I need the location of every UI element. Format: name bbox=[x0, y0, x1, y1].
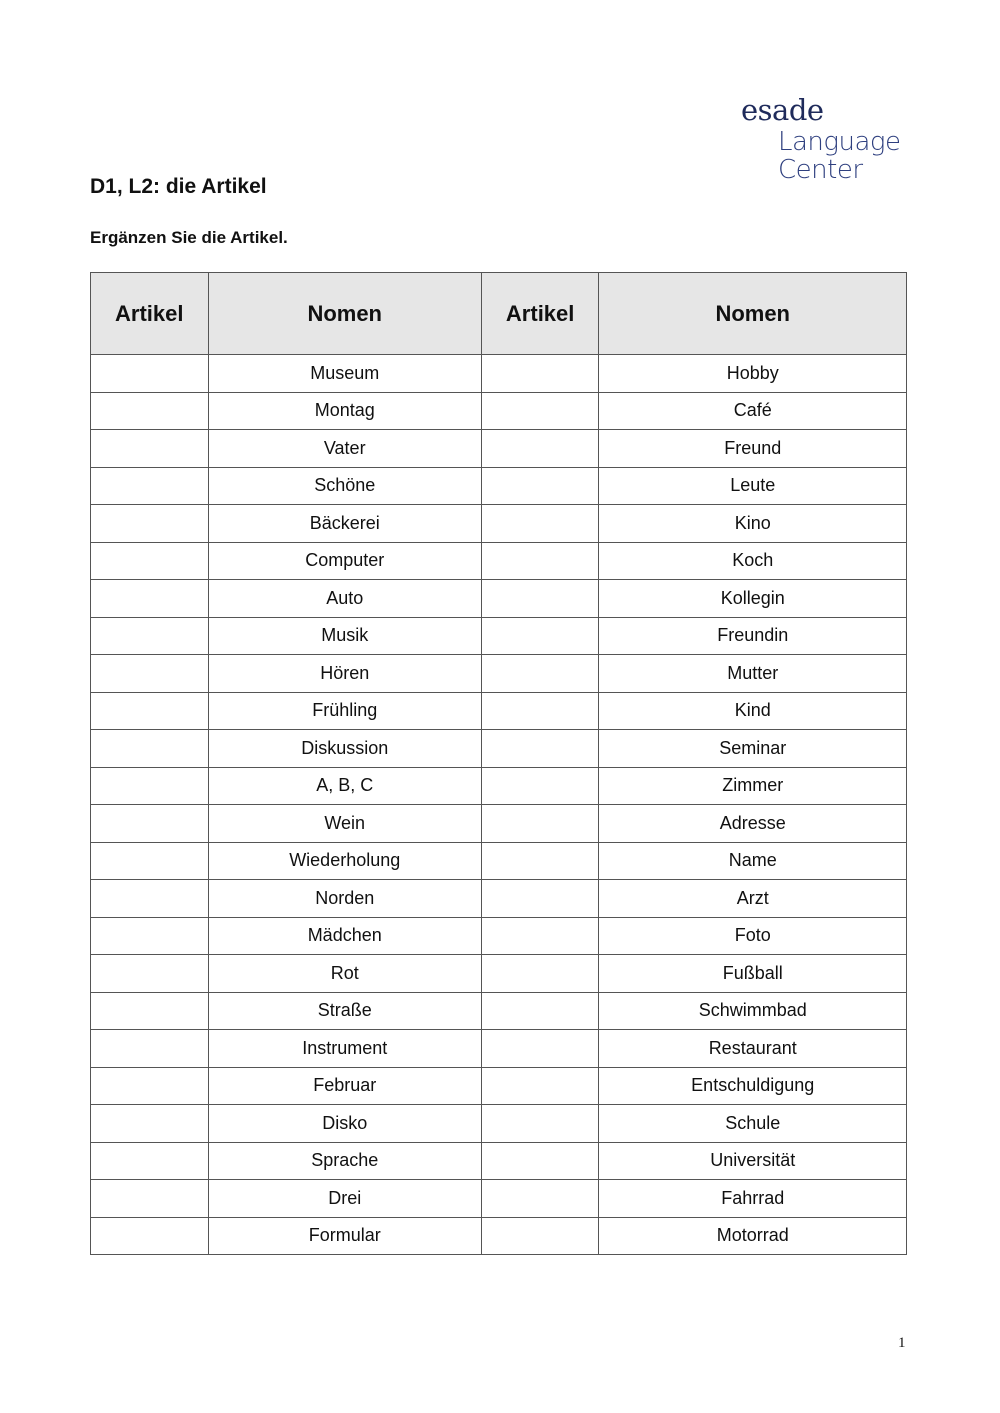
noun-left: Diskussion bbox=[208, 730, 481, 768]
table-row bbox=[91, 955, 907, 993]
noun-right: Freund bbox=[599, 430, 907, 468]
table-row bbox=[91, 692, 907, 730]
table-row bbox=[91, 392, 907, 430]
noun-right: Motorrad bbox=[599, 1217, 907, 1255]
artikel-blank-left[interactable] bbox=[91, 992, 209, 1030]
noun-left: Computer bbox=[208, 542, 481, 580]
artikel-blank-left[interactable] bbox=[91, 392, 209, 430]
table-row bbox=[91, 430, 907, 468]
noun-right: Kollegin bbox=[599, 580, 907, 618]
header-row bbox=[91, 273, 907, 355]
table-row bbox=[91, 1142, 907, 1180]
noun-right: Leute bbox=[599, 467, 907, 505]
table-row bbox=[91, 917, 907, 955]
artikel-blank-right[interactable] bbox=[481, 1142, 599, 1180]
noun-right: Name bbox=[599, 842, 907, 880]
esade-logo bbox=[741, 93, 921, 193]
article-exercise-table bbox=[90, 272, 907, 1255]
artikel-blank-left[interactable] bbox=[91, 955, 209, 993]
header-artikel-2: Artikel bbox=[481, 273, 599, 355]
noun-left: Hören bbox=[208, 655, 481, 693]
artikel-blank-left[interactable] bbox=[91, 430, 209, 468]
artikel-blank-left[interactable] bbox=[91, 505, 209, 543]
table-row bbox=[91, 1030, 907, 1068]
header-artikel-1: Artikel bbox=[91, 273, 209, 355]
artikel-blank-left[interactable] bbox=[91, 1030, 209, 1068]
artikel-blank-left[interactable] bbox=[91, 1217, 209, 1255]
noun-left: Museum bbox=[208, 355, 481, 393]
page-title: D1, L2: die Artikel bbox=[90, 175, 267, 198]
noun-right: Zimmer bbox=[599, 767, 907, 805]
noun-right: Arzt bbox=[599, 880, 907, 918]
artikel-blank-left[interactable] bbox=[91, 467, 209, 505]
table-row bbox=[91, 880, 907, 918]
noun-left: Disko bbox=[208, 1105, 481, 1143]
noun-left: Straße bbox=[208, 992, 481, 1030]
artikel-blank-left[interactable] bbox=[91, 355, 209, 393]
artikel-blank-right[interactable] bbox=[481, 1217, 599, 1255]
artikel-blank-right[interactable] bbox=[481, 355, 599, 393]
table-row bbox=[91, 617, 907, 655]
artikel-blank-left[interactable] bbox=[91, 655, 209, 693]
artikel-blank-left[interactable] bbox=[91, 767, 209, 805]
table-row bbox=[91, 355, 907, 393]
noun-right: Restaurant bbox=[599, 1030, 907, 1068]
artikel-blank-right[interactable] bbox=[481, 692, 599, 730]
table-row bbox=[91, 467, 907, 505]
noun-left: Formular bbox=[208, 1217, 481, 1255]
artikel-blank-left[interactable] bbox=[91, 580, 209, 618]
noun-right: Entschuldigung bbox=[599, 1067, 907, 1105]
noun-left: Montag bbox=[208, 392, 481, 430]
table-row bbox=[91, 1105, 907, 1143]
artikel-blank-right[interactable] bbox=[481, 880, 599, 918]
table-row bbox=[91, 730, 907, 768]
artikel-blank-left[interactable] bbox=[91, 842, 209, 880]
artikel-blank-left[interactable] bbox=[91, 1105, 209, 1143]
noun-left: Rot bbox=[208, 955, 481, 993]
artikel-blank-left[interactable] bbox=[91, 805, 209, 843]
artikel-blank-right[interactable] bbox=[481, 505, 599, 543]
page-number: 1 bbox=[898, 1335, 906, 1351]
artikel-blank-right[interactable] bbox=[481, 767, 599, 805]
table-row bbox=[91, 505, 907, 543]
table-body bbox=[91, 355, 907, 1255]
noun-right: Adresse bbox=[599, 805, 907, 843]
noun-left: Bäckerei bbox=[208, 505, 481, 543]
artikel-blank-left[interactable] bbox=[91, 880, 209, 918]
table-row bbox=[91, 1180, 907, 1218]
noun-right: Kind bbox=[599, 692, 907, 730]
artikel-blank-right[interactable] bbox=[481, 1105, 599, 1143]
header-nomen-1: Nomen bbox=[208, 273, 481, 355]
artikel-blank-right[interactable] bbox=[481, 1030, 599, 1068]
artikel-blank-right[interactable] bbox=[481, 1180, 599, 1218]
noun-left: Februar bbox=[208, 1067, 481, 1105]
table-row bbox=[91, 580, 907, 618]
noun-left: Vater bbox=[208, 430, 481, 468]
noun-right: Seminar bbox=[599, 730, 907, 768]
table-row bbox=[91, 542, 907, 580]
artikel-blank-left[interactable] bbox=[91, 917, 209, 955]
noun-right: Freundin bbox=[599, 617, 907, 655]
artikel-blank-right[interactable] bbox=[481, 655, 599, 693]
noun-left: Auto bbox=[208, 580, 481, 618]
noun-left: Wiederholung bbox=[208, 842, 481, 880]
logo-brand: esade bbox=[741, 93, 824, 127]
artikel-blank-right[interactable] bbox=[481, 805, 599, 843]
artikel-blank-right[interactable] bbox=[481, 842, 599, 880]
noun-right: Schule bbox=[599, 1105, 907, 1143]
artikel-blank-right[interactable] bbox=[481, 992, 599, 1030]
artikel-blank-right[interactable] bbox=[481, 392, 599, 430]
artikel-blank-left[interactable] bbox=[91, 617, 209, 655]
artikel-blank-right[interactable] bbox=[481, 430, 599, 468]
noun-left: Instrument bbox=[208, 1030, 481, 1068]
noun-right: Kino bbox=[599, 505, 907, 543]
noun-right: Hobby bbox=[599, 355, 907, 393]
noun-left: Schöne bbox=[208, 467, 481, 505]
artikel-blank-right[interactable] bbox=[481, 580, 599, 618]
noun-right: Fahrrad bbox=[599, 1180, 907, 1218]
noun-left: Frühling bbox=[208, 692, 481, 730]
artikel-blank-right[interactable] bbox=[481, 542, 599, 580]
noun-left: Norden bbox=[208, 880, 481, 918]
artikel-blank-left[interactable] bbox=[91, 1180, 209, 1218]
artikel-blank-right[interactable] bbox=[481, 730, 599, 768]
artikel-blank-left[interactable] bbox=[91, 1142, 209, 1180]
header-nomen-2: Nomen bbox=[599, 273, 907, 355]
noun-left: Sprache bbox=[208, 1142, 481, 1180]
table-row bbox=[91, 767, 907, 805]
noun-right: Universität bbox=[599, 1142, 907, 1180]
artikel-blank-right[interactable] bbox=[481, 467, 599, 505]
artikel-blank-right[interactable] bbox=[481, 617, 599, 655]
noun-left: Wein bbox=[208, 805, 481, 843]
instruction-text: Ergänzen Sie die Artikel. bbox=[90, 228, 288, 247]
table-row bbox=[91, 1067, 907, 1105]
noun-right: Fußball bbox=[599, 955, 907, 993]
logo-line-center: Center bbox=[778, 155, 863, 185]
table-row bbox=[91, 805, 907, 843]
artikel-blank-left[interactable] bbox=[91, 692, 209, 730]
artikel-blank-right[interactable] bbox=[481, 955, 599, 993]
noun-left: Musik bbox=[208, 617, 481, 655]
noun-right: Schwimmbad bbox=[599, 992, 907, 1030]
artikel-blank-left[interactable] bbox=[91, 1067, 209, 1105]
artikel-blank-left[interactable] bbox=[91, 542, 209, 580]
noun-left: Drei bbox=[208, 1180, 481, 1218]
noun-right: Foto bbox=[599, 917, 907, 955]
artikel-blank-right[interactable] bbox=[481, 1067, 599, 1105]
table-row bbox=[91, 655, 907, 693]
artikel-blank-left[interactable] bbox=[91, 730, 209, 768]
table-row bbox=[91, 1217, 907, 1255]
noun-left: Mädchen bbox=[208, 917, 481, 955]
noun-left: A, B, C bbox=[208, 767, 481, 805]
table-row bbox=[91, 842, 907, 880]
table-row bbox=[91, 992, 907, 1030]
noun-right: Café bbox=[599, 392, 907, 430]
noun-right: Mutter bbox=[599, 655, 907, 693]
artikel-blank-right[interactable] bbox=[481, 917, 599, 955]
noun-right: Koch bbox=[599, 542, 907, 580]
logo-line-language: Language bbox=[778, 127, 901, 157]
